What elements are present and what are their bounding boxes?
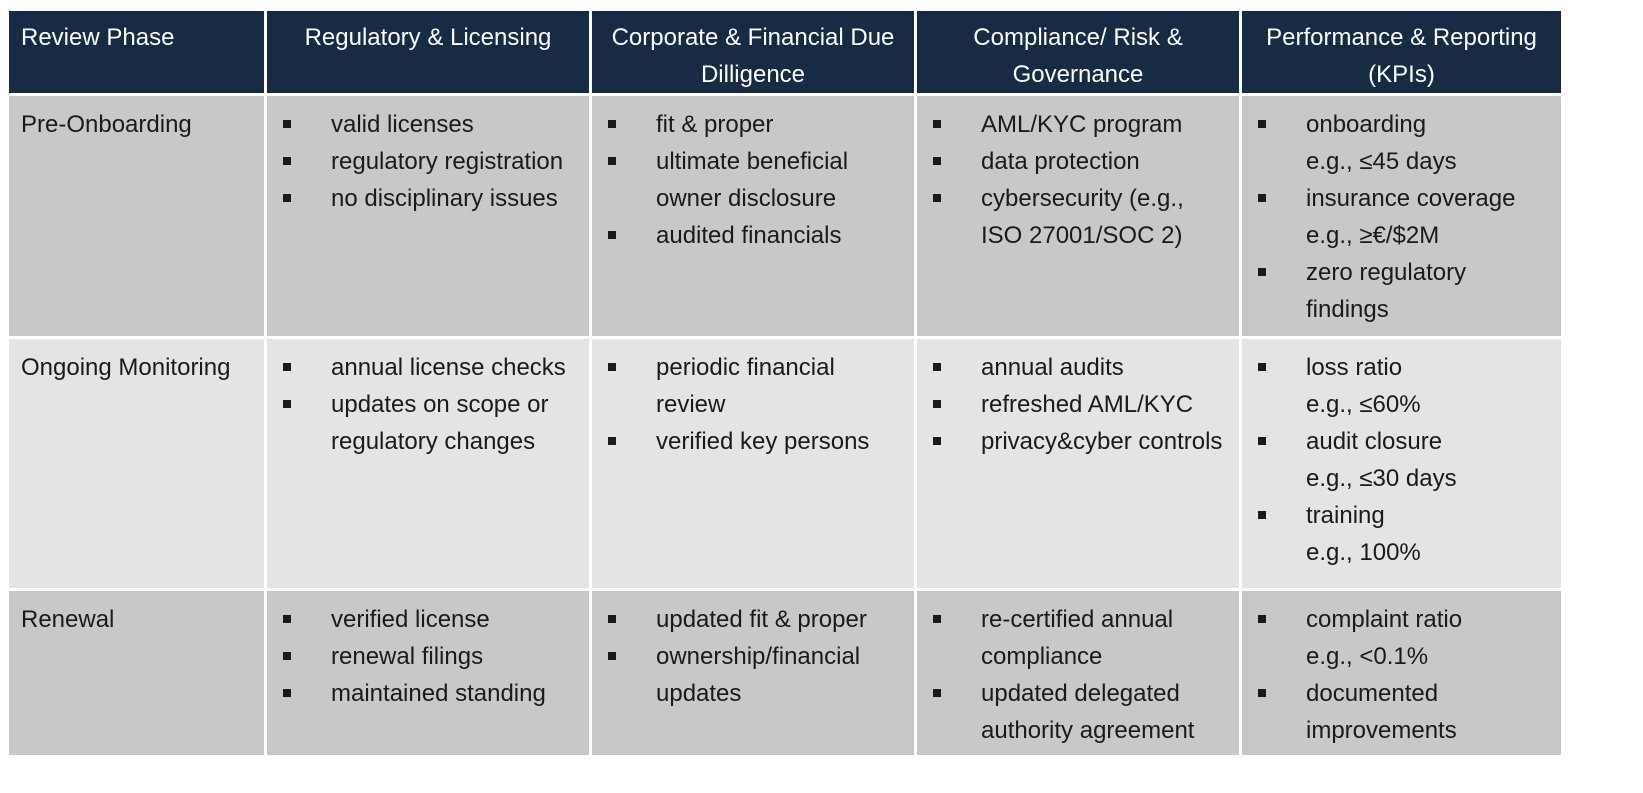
kpi-item	[1254, 180, 1551, 254]
list-item: AML/KYC program	[929, 106, 1229, 143]
kpi-label: onboarding	[1306, 111, 1427, 138]
header-corporate-financial: Corporate & Financial Due Dilligence	[591, 10, 916, 95]
kpi-label: complaint ratio	[1306, 606, 1463, 633]
list-item: no disciplinary issues	[279, 180, 579, 217]
kpi-label: loss ratio	[1306, 354, 1403, 381]
list-item: verified key persons	[604, 423, 904, 460]
compliance-cell	[916, 338, 1241, 590]
list-item: audited financials	[604, 217, 904, 254]
kpi-item	[1254, 601, 1551, 675]
list-item: re-certified annual compliance	[929, 601, 1229, 675]
performance-cell	[1241, 95, 1563, 338]
kpi-item	[1254, 497, 1551, 571]
header-row	[8, 10, 1563, 95]
list-item: fit & proper	[604, 106, 904, 143]
kpi-target: e.g., 100%	[1306, 539, 1421, 566]
list-item: ultimate beneficial owner disclosure	[604, 143, 904, 217]
header-performance-reporting: Performance & Reporting (KPIs)	[1241, 10, 1563, 95]
header-compliance-risk: Compliance/ Risk & Governance	[916, 10, 1241, 95]
corporate-cell	[591, 338, 916, 590]
performance-cell	[1241, 590, 1563, 757]
kpi-target: e.g., <0.1%	[1306, 643, 1429, 670]
list-item: updated delegated authority agreement	[929, 675, 1229, 749]
kpi-label: training	[1306, 502, 1385, 529]
kpi-item	[1254, 106, 1551, 180]
corporate-cell	[591, 95, 916, 338]
corporate-cell	[591, 590, 916, 757]
kpi-item	[1254, 254, 1551, 328]
list-item: annual license checks	[279, 349, 579, 386]
kpi-label: documented improvements	[1306, 680, 1457, 744]
regulatory-cell	[266, 338, 591, 590]
performance-cell	[1241, 338, 1563, 590]
compliance-cell	[916, 95, 1241, 338]
kpi-item	[1254, 349, 1551, 423]
kpi-label: zero regulatory findings	[1306, 259, 1467, 323]
list-item: updates on scope or regulatory changes	[279, 386, 579, 460]
regulatory-cell	[266, 95, 591, 338]
kpi-label: audit closure	[1306, 428, 1443, 455]
header-review-phase: Review Phase	[8, 10, 266, 95]
kpi-target: e.g., ≤30 days	[1306, 465, 1457, 492]
list-item: ownership/financial updates	[604, 638, 904, 712]
list-item: refreshed AML/KYC	[929, 386, 1229, 423]
table-row	[8, 590, 1563, 757]
compliance-cell	[916, 590, 1241, 757]
list-item: annual audits	[929, 349, 1229, 386]
regulatory-cell	[266, 590, 591, 757]
list-item: updated fit & proper	[604, 601, 904, 638]
list-item: regulatory registration	[279, 143, 579, 180]
table-row	[8, 95, 1563, 338]
review-phase-table	[6, 8, 1564, 758]
kpi-label: insurance coverage	[1306, 185, 1516, 212]
phase-cell: Renewal	[8, 590, 266, 757]
phase-cell: Ongoing Monitoring	[8, 338, 266, 590]
kpi-target: e.g., ≤45 days	[1306, 148, 1457, 175]
list-item: privacy&cyber controls	[929, 423, 1229, 460]
list-item: verified license	[279, 601, 579, 638]
phase-cell: Pre-Onboarding	[8, 95, 266, 338]
kpi-target: e.g., ≥€/$2M	[1306, 222, 1440, 249]
list-item: data protection	[929, 143, 1229, 180]
table-row	[8, 338, 1563, 590]
kpi-target: e.g., ≤60%	[1306, 391, 1421, 418]
header-regulatory-licensing: Regulatory & Licensing	[266, 10, 591, 95]
list-item: cybersecurity (e.g., ISO 27001/SOC 2)	[929, 180, 1229, 254]
kpi-item	[1254, 423, 1551, 497]
kpi-item	[1254, 675, 1551, 749]
list-item: maintained standing	[279, 675, 579, 712]
list-item: renewal filings	[279, 638, 579, 675]
list-item: valid licenses	[279, 106, 579, 143]
list-item: periodic financial review	[604, 349, 904, 423]
